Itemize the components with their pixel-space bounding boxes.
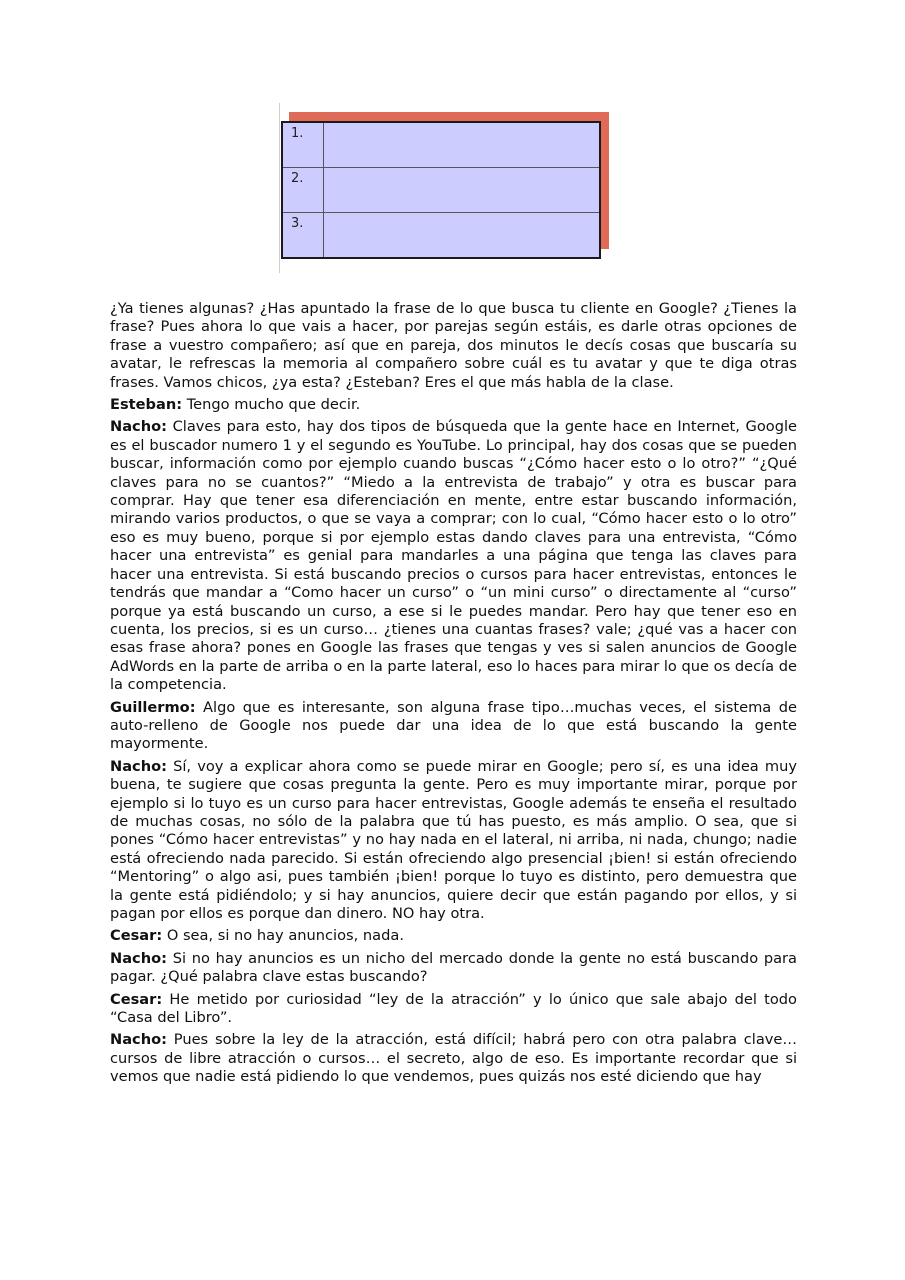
- numbered-table: [281, 121, 601, 259]
- paragraph: [110, 699, 797, 754]
- paragraph: [110, 991, 797, 1028]
- speaker-name: Guillermo:: [110, 698, 196, 716]
- speaker-name: Nacho:: [110, 1031, 167, 1049]
- table-row: [282, 168, 600, 213]
- speaker-name: Cesar:: [110, 927, 163, 945]
- paragraph-text: Algo que es interesante, son alguna frase tipo…muchas veces, el sistema de auto-relleno de Google nos puede dar una idea de lo que está buscando la gente mayormente.: [110, 698, 797, 753]
- speaker-name: Cesar:: [110, 990, 163, 1008]
- row-cell: [324, 168, 601, 213]
- table-row: [282, 213, 600, 259]
- paragraph: [110, 758, 797, 924]
- paragraph-text: O sea, si no hay anuncios, nada.: [162, 927, 404, 945]
- paragraph-text: He metido por curiosidad “ley de la atracción” y lo único que sale abajo del todo “Casa del Libro”.: [110, 990, 797, 1027]
- speaker-name: Nacho:: [110, 418, 167, 436]
- paragraph-text: Claves para esto, hay dos tipos de búsqueda que la gente hace en Internet, Google es el buscador numero 1 y el segundo es YouTube. Lo principal, hay dos cosas que se pueden buscar, información como por ejemplo cuando buscas “¿Cómo hacer esto o lo otro?” “¿Qué claves para no se cuantos?” “Miedo a la entrevista de trabajo” y otra es buscar para comprar. Hay que tener esa diferenciación en mente, entre estar buscando información, mirando varios productos, o que se vaya a comprar; con lo cual, “Cómo hacer esto o lo otro” eso es muy bueno, porque si por ejemplo estas dando claves para una entrevista, “Cómo hacer una entrevista” es genial para mandarles a una página que tenga las claves para hacer una entrevista. Si está buscando precios o cursos para hacer entrevistas, entonces le tendrás que mandar a “Como hacer un curso” o “un mini curso” o directamente al “curso” porque ya está buscando un curso, a ese si le puedes mandar. Pero hay que tener eso en cuenta, los precios, si es un curso… ¿tienes una cuantas frases? vale; ¿qué vas a hacer con esas frase ahora? pones en Google las frases que tengas y ves si salen anuncios de Google AdWords en la parte de arriba o en la parte lateral, eso lo haces para mirar lo que os decía de la competencia.: [110, 418, 797, 694]
- row-cell: [324, 122, 601, 168]
- speaker-name: Nacho:: [110, 757, 167, 775]
- transcript-body: [110, 300, 797, 1091]
- paragraph: [110, 396, 797, 414]
- speaker-name: Esteban:: [110, 396, 183, 414]
- paragraph: [110, 950, 797, 987]
- paragraph-text: Tengo mucho que decir.: [182, 396, 361, 414]
- numbered-list-figure: [279, 103, 613, 275]
- row-number: 2.: [282, 168, 324, 213]
- paragraph: [110, 927, 797, 945]
- row-number: 3.: [282, 213, 324, 259]
- paragraph-text: Sí, voy a explicar ahora como se puede mirar en Google; pero sí, es una idea muy buena, te sugiere que cosas pregunta la gente. Pero es muy importante mirar, porque por ejemplo si lo tuyo es un curso para hacer entrevistas, Google además te enseña el resultado de muchas cosas, no sólo de la palabra que tú has puesto, es más amplio. O sea, que si pones “Cómo hacer entrevistas” y no hay nada en el lateral, ni arriba, ni nada, chungo; nadie está ofreciendo nada parecido. Si están ofreciendo algo presencial ¡bien! si están ofreciendo “Mentoring” o algo asi, pues también ¡bien! porque lo tuyo es distinto, pero demuestra que la gente está pidiéndolo; y si hay anuncios, quiere decir que están pagando por ellos, y si pagan por ellos es porque dan dinero. NO hay otra.: [110, 757, 797, 922]
- figure-guide-line: [279, 103, 280, 273]
- row-cell: [324, 213, 601, 259]
- table-row: [282, 122, 600, 168]
- paragraph-text: Si no hay anuncios es un nicho del mercado donde la gente no está buscando para pagar. ¿Qué palabra clave estas buscando?: [110, 949, 797, 986]
- paragraph-text: ¿Ya tienes algunas? ¿Has apuntado la frase de lo que busca tu cliente en Google? ¿Tienes la frase? Pues ahora lo que vais a hacer, por parejas según estáis, es darle otras opciones de frase a vuestro compañero; así que en pareja, dos minutos le decís cosas que buscaría su avatar, le refrescas la memoria al compañero sobre cuál es tu avatar y que te diga otras frases. Vamos chicos, ¿ya esta? ¿Esteban? Eres el que más habla de la clase.: [110, 300, 797, 391]
- paragraph: [110, 418, 797, 694]
- speaker-name: Nacho:: [110, 949, 167, 967]
- paragraph-text: Pues sobre la ley de la atracción, está difícil; habrá pero con otra palabra clave… cursos de libre atracción o cursos… el secreto, algo de eso. Es importante recordar que si vemos que nadie está pidiendo lo que vendemos, pues quizás nos esté diciendo que hay: [110, 1031, 797, 1086]
- row-number: 1.: [282, 122, 324, 168]
- paragraph: [110, 1031, 797, 1086]
- paragraph: [110, 300, 797, 392]
